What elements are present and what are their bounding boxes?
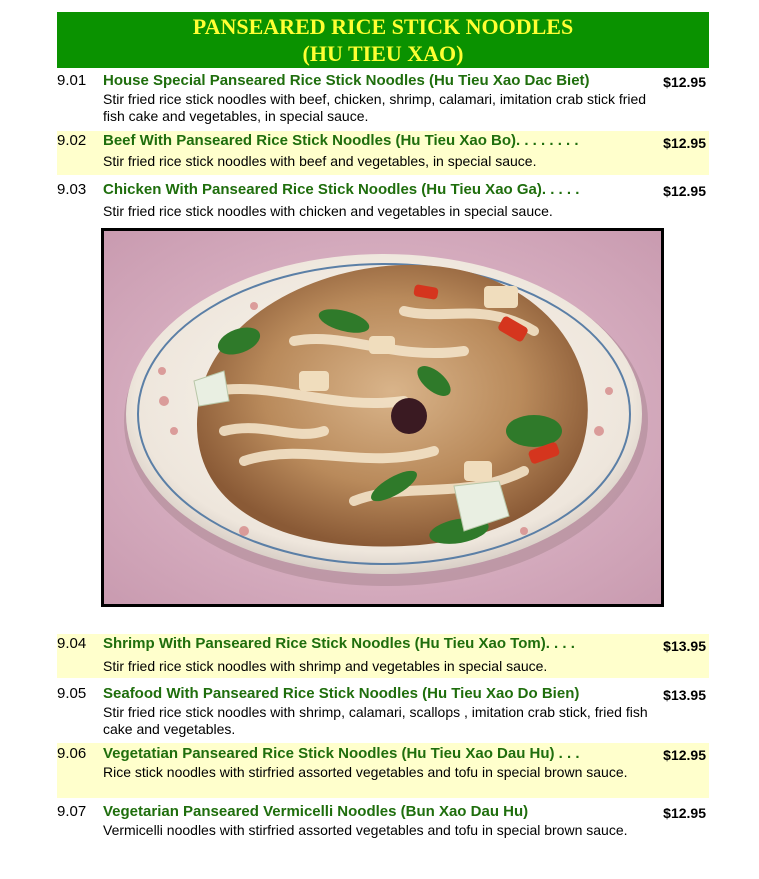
- item-description: Stir fried rice stick noodles with shrimp and vegetables in special sauce.: [103, 658, 548, 674]
- section-header: [57, 12, 709, 68]
- item-description: Stir fried rice stick noodles with chicken and vegetables in special sauce.: [103, 203, 553, 219]
- item-title: Shrimp With Panseared Rice Stick Noodles (Hu Tieu Xao Tom). . . .: [103, 635, 575, 652]
- menu-item: [57, 685, 709, 737]
- item-title: Chicken With Panseared Rice Stick Noodles (Hu Tieu Xao Ga). . . . .: [103, 181, 580, 198]
- section-subtitle: (HU TIEU XAO): [302, 41, 464, 66]
- menu-item: [57, 634, 709, 678]
- menu-item: [57, 72, 709, 126]
- item-description: Stir fried rice stick noodles with beef and vegetables, in special sauce.: [103, 153, 537, 169]
- item-title: House Special Panseared Rice Stick Noodles (Hu Tieu Xao Dac Biet): [103, 72, 590, 89]
- item-description: Rice stick noodles with stirfried assorted vegetables and tofu in special brown sauce.: [103, 764, 628, 780]
- item-number: 9.02: [57, 132, 87, 149]
- item-price: $12.95: [663, 74, 706, 90]
- item-price: $12.95: [663, 183, 706, 199]
- menu-item: [57, 743, 709, 798]
- menu-item: [57, 131, 709, 175]
- item-title: Beef With Panseared Rice Stick Noodles (Hu Tieu Xao Bo). . . . . . . .: [103, 132, 579, 149]
- item-description: Stir fried rice stick noodles with shrimp, calamari, scallops , imitation crab stick, fried fish cake and vegetables.: [103, 704, 648, 737]
- item-number: 9.04: [57, 635, 87, 652]
- item-number: 9.01: [57, 72, 87, 89]
- item-number: 9.06: [57, 745, 87, 762]
- item-description: Stir fried rice stick noodles with beef, chicken, shrimp, calamari, imitation crab stick fried fish cake and vegetables, in special sauce.: [103, 91, 647, 124]
- item-price: $12.95: [663, 135, 706, 151]
- item-number: 9.07: [57, 803, 87, 820]
- dish-photo: [101, 228, 664, 607]
- item-price: $13.95: [663, 638, 706, 654]
- item-title: Seafood With Panseared Rice Stick Noodles (Hu Tieu Xao Do Bien): [103, 685, 580, 702]
- menu-item: [57, 181, 709, 223]
- item-title: Vegetarian Panseared Vermicelli Noodles (Bun Xao Dau Hu): [103, 803, 529, 820]
- item-number: 9.05: [57, 685, 87, 702]
- item-number: 9.03: [57, 181, 87, 198]
- menu-item: [57, 803, 709, 859]
- item-price: $13.95: [663, 687, 706, 703]
- section-title: PANSEARED RICE STICK NOODLES: [192, 14, 574, 39]
- item-price: $12.95: [663, 747, 706, 763]
- item-description: Vermicelli noodles with stirfried assorted vegetables and tofu in special brown sauce.: [103, 822, 628, 838]
- item-title: Vegetatian Panseared Rice Stick Noodles (Hu Tieu Xao Dau Hu) . . .: [103, 745, 580, 762]
- item-price: $12.95: [663, 805, 706, 821]
